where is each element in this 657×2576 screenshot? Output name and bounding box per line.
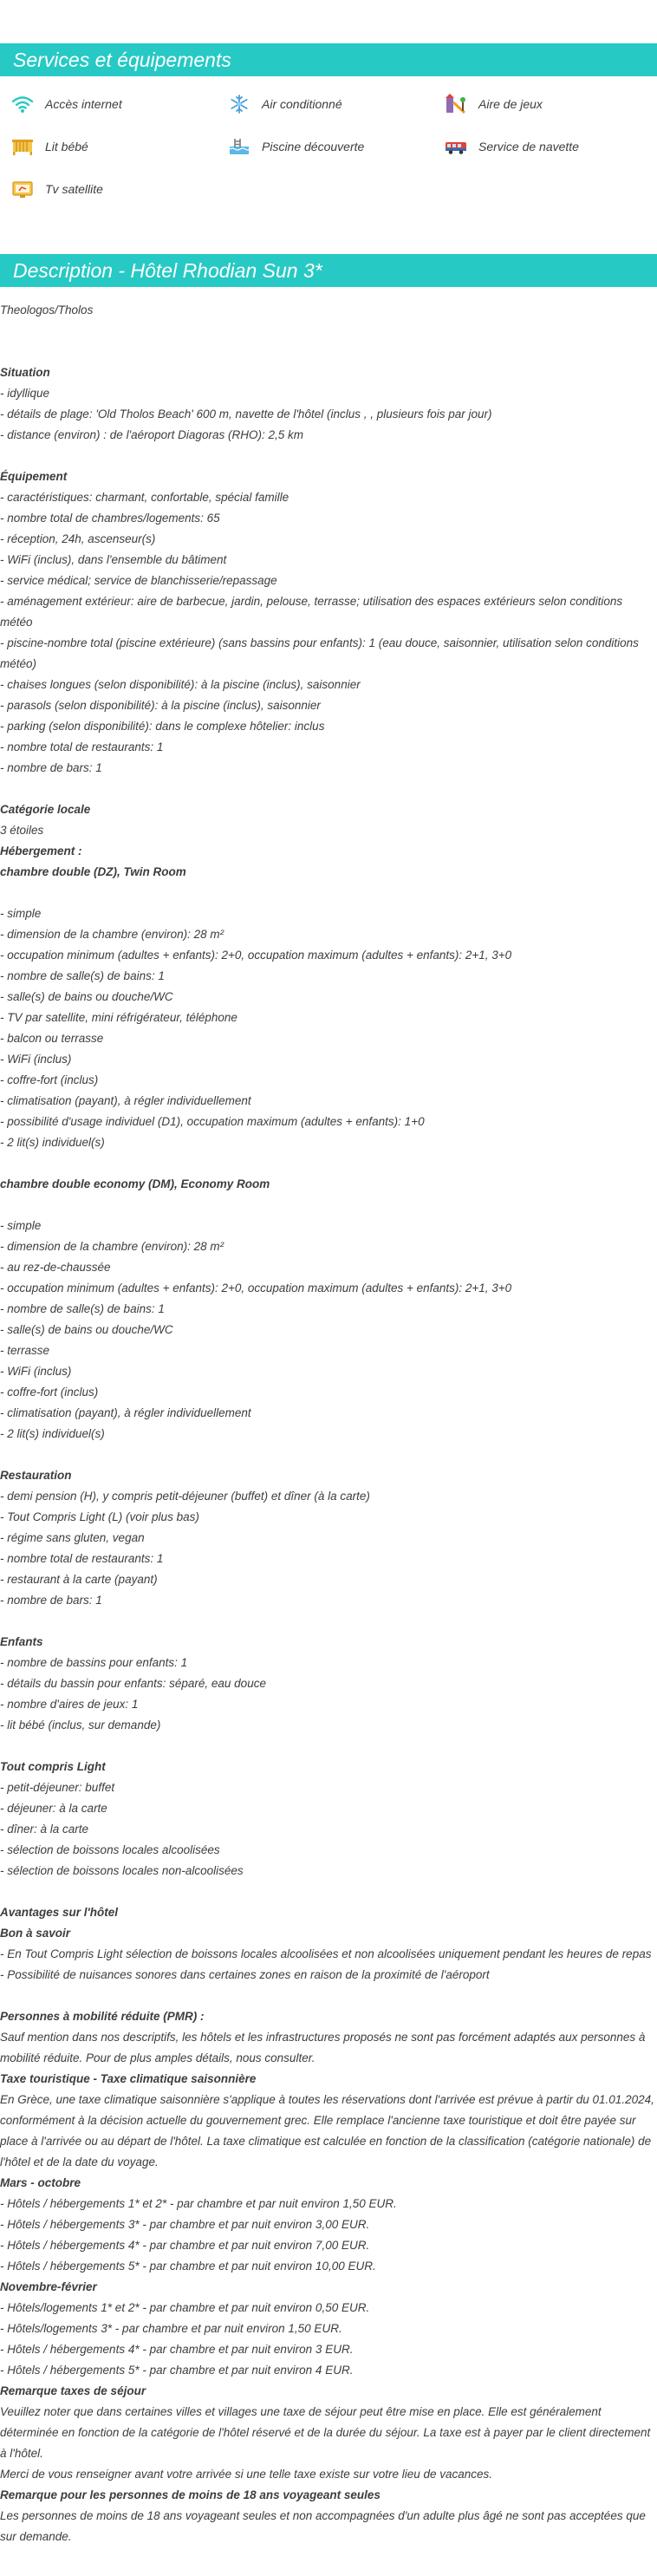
novembre-list [0, 2298, 654, 2381]
remarque-taxes-text2: Merci de vous renseigner avant votre arrivée si une telle taxe existe sur votre lieu de vacances. [0, 2468, 493, 2481]
equipement-title: Équipement [0, 470, 68, 483]
amenity-internet [10, 94, 122, 114]
amenity-label: Accès internet [45, 97, 122, 111]
services-header: Services et équipements [0, 43, 657, 76]
amenity-label: Tv satellite [45, 182, 103, 196]
amenity-label: Air conditionné [262, 97, 342, 111]
novembre-title: Novembre-février [0, 2280, 97, 2293]
list-item: - En Tout Compris Light sélection de boissons locales alcoolisées et non alcoolisées uniquement pendant les heures de repas [0, 1947, 652, 1960]
list-item: - demi pension (H), y compris petit-déjeuner (buffet) et dîner (à la carte) [0, 1490, 370, 1503]
list-item: - WiFi (inclus) [0, 1053, 72, 1066]
list-item: - salle(s) de bains ou douche/WC [0, 1323, 173, 1336]
avantages-subtitle: Bon à savoir [0, 1927, 71, 1940]
list-item: - Tout Compris Light (L) (voir plus bas) [0, 1510, 199, 1523]
tv-icon [10, 179, 35, 199]
enfants-title: Enfants [0, 1635, 43, 1648]
list-item: - dimension de la chambre (environ): 28 m² [0, 1240, 224, 1253]
hebergement-title: Hébergement : [0, 845, 82, 858]
restauration-list [0, 1486, 654, 1611]
list-item: - terrasse [0, 1344, 50, 1357]
list-item: - 2 lit(s) individuel(s) [0, 1136, 105, 1149]
list-item: - parasols (selon disponibilité): à la piscine (inclus), saisonnier [0, 699, 321, 712]
list-item: - piscine-nombre total (piscine extérieure) (sans bassins pour enfants): 1 (eau douce, saisonnier, utilisation selon conditions météo) [0, 636, 639, 670]
list-item: - dimension de la chambre (environ): 28 m² [0, 928, 224, 941]
wifi-icon [10, 94, 35, 114]
description-header: Description - Hôtel Rhodian Sun 3* [0, 254, 657, 287]
tout-compris-list [0, 1777, 654, 1881]
equipement-list [0, 487, 654, 779]
location: Theologos/Tholos [0, 303, 94, 316]
list-item: - au rez-de-chaussée [0, 1261, 111, 1274]
list-item: - coffre-fort (inclus) [0, 1073, 99, 1086]
categorie-value: 3 étoiles [0, 824, 44, 837]
list-item: - distance (environ) : de l'aéroport Diagoras (RHO): 2,5 km [0, 428, 303, 441]
list-item: - simple [0, 1219, 42, 1232]
shuttle-icon [444, 136, 468, 157]
baby-bed-icon [10, 136, 35, 157]
list-item: - service médical; service de blanchisserie/repassage [0, 574, 277, 587]
list-item: - Hôtels / hébergements 5* - par chambre et par nuit environ 4 EUR. [0, 2364, 354, 2377]
list-item: - nombre de bars: 1 [0, 1594, 102, 1607]
list-item: - Hôtels / hébergements 4* - par chambre et par nuit environ 3 EUR. [0, 2343, 354, 2356]
list-item: - climatisation (payant), à régler individuellement [0, 1094, 251, 1107]
remarque-mineurs-title: Remarque pour les personnes de moins de 18 ans voyageant seules [0, 2488, 381, 2501]
pmr-text: Sauf mention dans nos descriptifs, les hôtels et les infrastructures proposés ne sont pas forcément adaptés aux personnes à mobilité réduite. Pour de plus amples détails, nous consulter. [0, 2031, 646, 2064]
amenity-label: Lit bébé [45, 140, 88, 153]
amenity-label: Piscine découverte [262, 140, 365, 153]
list-item: - nombre total de restaurants: 1 [0, 740, 164, 753]
room2-list [0, 1216, 654, 1445]
snowflake-icon [227, 94, 251, 114]
list-item: - nombre d'aires de jeux: 1 [0, 1698, 139, 1711]
amenity-label: Aire de jeux [478, 97, 543, 111]
pool-icon [227, 136, 251, 157]
list-item: - caractéristiques: charmant, confortable, spécial famille [0, 491, 289, 504]
list-item: - chaises longues (selon disponibilité): à la piscine (inclus), saisonnier [0, 678, 361, 691]
hotel-description [0, 300, 654, 2547]
list-item: - Hôtels/logements 1* et 2* - par chambre et par nuit environ 0,50 EUR. [0, 2301, 370, 2314]
list-item: - WiFi (inclus), dans l'ensemble du bâtiment [0, 553, 227, 566]
playground-icon [444, 94, 468, 114]
pmr-title: Personnes à mobilité réduite (PMR) : [0, 2010, 205, 2023]
enfants-list [0, 1653, 654, 1736]
list-item: - Hôtels / hébergements 3* - par chambre et par nuit environ 3,00 EUR. [0, 2218, 370, 2231]
amenity-air-conditioning [227, 94, 342, 114]
restauration-title: Restauration [0, 1469, 72, 1482]
amenity-outdoor-pool [227, 136, 364, 157]
amenity-label: Service de navette [478, 140, 579, 153]
list-item: - détails de plage: 'Old Tholos Beach' 600 m, navette de l'hôtel (inclus , , plusieurs fois par jour) [0, 408, 492, 421]
remarque-mineurs-text: Les personnes de moins de 18 ans voyageant seules et non accompagnées d'un adulte plus âgé ne sont pas acceptées que sur demande. [0, 2509, 646, 2543]
list-item: - idyllique [0, 387, 50, 400]
remarque-taxes-text: Veuillez noter que dans certaines villes et villages une taxe de séjour peut être mise en place. Elle est généralement déterminée en fonction de la catégorie de l'hôtel réservé et de la durée du séjour. La taxe est à payer par le client directement à l'hôtel. [0, 2405, 651, 2460]
situation-title: Situation [0, 366, 50, 379]
room1-list [0, 903, 654, 1153]
list-item: - sélection de boissons locales non-alcoolisées [0, 1864, 244, 1877]
list-item: - coffre-fort (inclus) [0, 1386, 99, 1399]
list-item: - parking (selon disponibilité): dans le complexe hôtelier: inclus [0, 720, 325, 733]
list-item: - nombre total de restaurants: 1 [0, 1552, 164, 1565]
mars-list [0, 2194, 654, 2277]
list-item: - détails du bassin pour enfants: séparé, eau douce [0, 1677, 266, 1690]
list-item: - Hôtels/logements 3* - par chambre et par nuit environ 1,50 EUR. [0, 2322, 342, 2335]
room1-title: chambre double (DZ), Twin Room [0, 865, 186, 878]
list-item: - nombre de bars: 1 [0, 761, 102, 774]
list-item: - occupation minimum (adultes + enfants): 2+0, occupation maximum (adultes + enfants): 2+1, 3+0 [0, 949, 512, 962]
list-item: - aménagement extérieur: aire de barbecue, jardin, pelouse, terrasse; utilisation des espaces extérieurs selon conditions météo [0, 595, 623, 629]
amenity-shuttle [444, 136, 579, 157]
list-item: - salle(s) de bains ou douche/WC [0, 990, 173, 1003]
list-item: - restaurant à la carte (payant) [0, 1573, 158, 1586]
list-item: - nombre de salle(s) de bains: 1 [0, 969, 165, 982]
amenity-baby-bed [10, 136, 88, 157]
list-item: - nombre total de chambres/logements: 65 [0, 512, 220, 525]
list-item: - régime sans gluten, vegan [0, 1531, 145, 1544]
list-item: - Hôtels / hébergements 1* et 2* - par chambre et par nuit environ 1,50 EUR. [0, 2197, 397, 2210]
amenity-satellite-tv [10, 179, 103, 199]
list-item: - balcon ou terrasse [0, 1032, 104, 1045]
list-item: - dîner: à la carte [0, 1823, 89, 1836]
list-item: - possibilité d'usage individuel (D1), occupation maximum (adultes + enfants): 1+0 [0, 1115, 425, 1128]
mars-title: Mars - octobre [0, 2176, 81, 2189]
avantages-title: Avantages sur l'hôtel [0, 1906, 118, 1919]
list-item: - déjeuner: à la carte [0, 1802, 107, 1815]
list-item: - Hôtels / hébergements 5* - par chambre et par nuit environ 10,00 EUR. [0, 2260, 376, 2273]
list-item: - lit bébé (inclus, sur demande) [0, 1718, 161, 1731]
room2-title: chambre double economy (DM), Economy Room [0, 1177, 270, 1190]
list-item: - WiFi (inclus) [0, 1365, 72, 1378]
list-item: - TV par satellite, mini réfrigérateur, téléphone [0, 1011, 237, 1024]
taxe-title: Taxe touristique - Taxe climatique saisonnière [0, 2072, 257, 2085]
categorie-title: Catégorie locale [0, 803, 91, 816]
avantages-list [0, 1944, 654, 1986]
remarque-taxes-title: Remarque taxes de séjour [0, 2384, 146, 2397]
list-item: - occupation minimum (adultes + enfants): 2+0, occupation maximum (adultes + enfants): 2+1, 3+0 [0, 1281, 512, 1295]
tout-compris-title: Tout compris Light [0, 1760, 106, 1773]
list-item: - Hôtels / hébergements 4* - par chambre et par nuit environ 7,00 EUR. [0, 2239, 370, 2252]
list-item: - simple [0, 907, 42, 920]
amenity-playground [444, 94, 543, 114]
taxe-text: En Grèce, une taxe climatique saisonnière s'applique à toutes les réservations dont l'arrivée est prévue à partir du 01.01.2024, conformément à la décision actuelle du gouvernement grec. Elle remplace l'ancienne taxe touristique et doit être payée sur place à l'arrivée ou au départ de l'hôtel. La taxe climatique est calculée en fonction de la classification (catégorie nationale) de l'hôtel et de la date du voyage. [0, 2093, 654, 2168]
list-item: - réception, 24h, ascenseur(s) [0, 532, 156, 545]
list-item: - 2 lit(s) individuel(s) [0, 1427, 105, 1440]
list-item: - climatisation (payant), à régler individuellement [0, 1406, 251, 1419]
list-item: - petit-déjeuner: buffet [0, 1781, 115, 1794]
list-item: - Possibilité de nuisances sonores dans certaines zones en raison de la proximité de l'aéroport [0, 1968, 490, 1981]
list-item: - nombre de bassins pour enfants: 1 [0, 1656, 188, 1669]
list-item: - sélection de boissons locales alcoolisées [0, 1843, 220, 1856]
list-item: - nombre de salle(s) de bains: 1 [0, 1302, 165, 1315]
situation-list [0, 383, 654, 446]
